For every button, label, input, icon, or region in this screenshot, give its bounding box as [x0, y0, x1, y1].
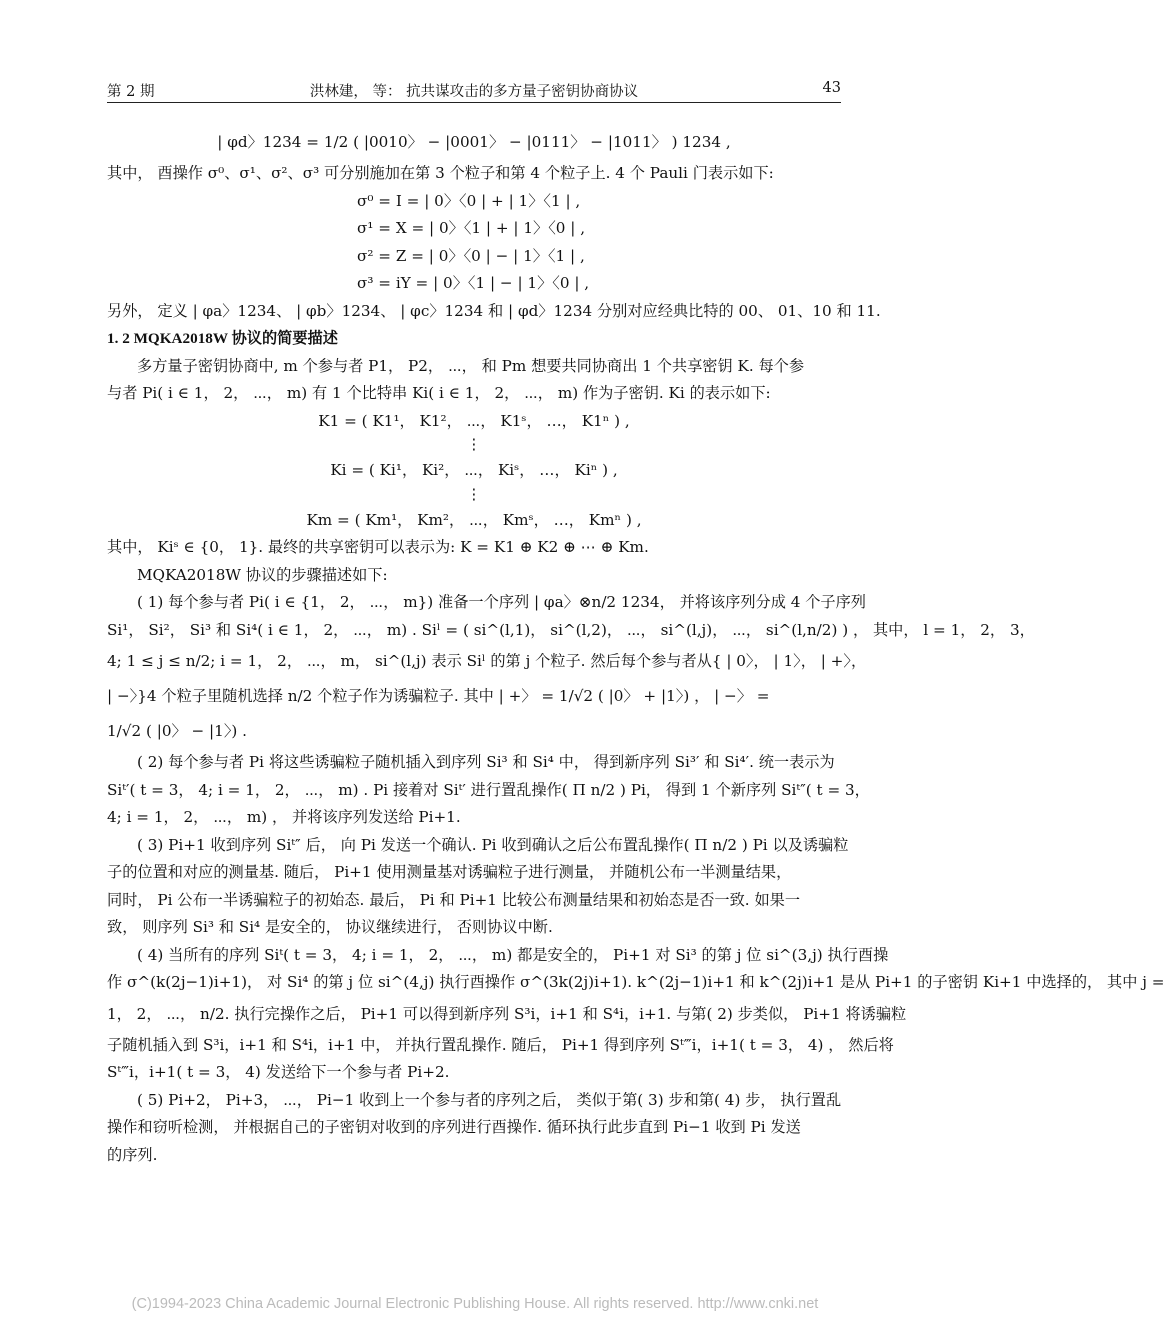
text-line: Siᵗ′( t = 3， 4; i = 1， 2， ⋯， m) . Pi 接着对 Siᵗ′ 进行置乱操作( Π n/2 ) Pi， 得到 1 个新序列 Siᵗ″( t = 3， — [107, 780, 870, 799]
text-line: ( 5) Pi+2， Pi+3， ⋯， Pi−1 收到上一个参与者的序列之后， 类似于第( 3) 步和第( 4) 步， 执行置乱 — [137, 1090, 842, 1109]
text-line: 与者 Pi( i ∈ 1， 2， ⋯， m) 有 1 个比特串 Ki( i ∈ 1， 2， ⋯， m) 作为子密钥. Ki 的表示如下: — [107, 384, 771, 402]
text-line: σ³ = iY = | 0〉〈1 | − | 1〉〈0 | , — [357, 274, 590, 292]
text-line: | −〉}4 个粒子里随机选择 n/2 个粒子作为诱骗粒子. 其中 | +〉 = 1/√2 ( |0〉 + |1〉) ， | −〉 = — [107, 687, 770, 705]
copyright-footer: (C)1994-2023 China Academic Journal Electronic Publishing House. All rights reserved. http://www.cnki.net — [131, 1296, 819, 1312]
text-line: Sᵗ‴i，i+1( t = 3， 4) 发送给下一个参与者 Pi+2. — [107, 1063, 450, 1081]
text-line: ( 4) 当所有的序列 Siᵗ( t = 3， 4; i = 1， 2， ⋯， m) 都是安全的， Pi+1 对 Si³ 的第 j 位 si^(3,j) 执行酉操 — [137, 945, 889, 964]
text-line: 作 σ^(k(2j−1)i+1)， 对 Si⁴ 的第 j 位 si^(4,j) 执行酉操作 σ^(3k(2j)i+1). k^(2j−1)i+1 和 k^(2j)i+1 是从 Pi+1 的子密钥 Ki+1 中选择的， 其中 j = — [107, 973, 1165, 991]
text-line: σ¹ = X = | 0〉〈1 | + | 1〉〈0 | , — [357, 219, 586, 237]
text-line: 其中， 酉操作 σ⁰、σ¹、σ²、σ³ 可分别施加在第 3 个粒子和第 4 个粒子上. 4 个 Pauli 门表示如下: — [107, 164, 774, 182]
text-line: 操作和窃听检测， 并根据自己的子密钥对收到的序列进行酉操作. 循环执行此步直到 Pi−1 收到 Pi 发送 — [107, 1118, 801, 1136]
text-line: 1. 2 MQKA2018W 协议的简要描述 — [107, 330, 338, 347]
text-line: 子的位置和对应的测量基. 随后， Pi+1 使用测量基对诱骗粒子进行测量， 并随机公布一半测量结果， — [107, 863, 792, 881]
text-line: 致， 则序列 Si³ 和 Si⁴ 是安全的， 协议继续进行， 否则协议中断. — [107, 918, 553, 936]
text-line: Ki = ( Ki¹， Ki²， ⋯， Kiˢ， …， Kiⁿ ) , — [330, 461, 618, 479]
body-text — [107, 125, 1165, 1169]
text-line: MQKA2018W 协议的步骤描述如下: — [137, 565, 388, 584]
text-line: 多方量子密钥协商中, m 个参与者 P1， P2， ⋯， 和 Pm 想要共同协商出 1 个共享密钥 K. 每个参 — [137, 356, 805, 375]
text-line: 其中， Kiˢ ∈ {0， 1}. 最终的共享密钥可以表示为: K = K1 ⊕ K2 ⊕ ⋯ ⊕ Km. — [107, 538, 649, 556]
issue-number: 第 2 期 — [107, 84, 155, 100]
text-line: 另外， 定义 | φa〉1234、 | φb〉1234、 | φc〉1234 和 | φd〉1234 分别对应经典比特的 00、 01、10 和 11. — [107, 301, 881, 320]
page-number: 43 — [822, 80, 841, 96]
text-line: ( 1) 每个参与者 Pi( i ∈ {1， 2， ⋯， m}) 准备一个序列 | φa〉⊗n/2 1234， 并将该序列分成 4 个子序列 — [137, 593, 866, 611]
text-line: σ² = Z = | 0〉〈0 | − | 1〉〈1 | , — [357, 246, 585, 265]
running-header — [107, 80, 841, 103]
text-line: ⋮ — [466, 435, 482, 453]
text-line: 1/√2 ( |0〉 − |1〉) . — [107, 722, 247, 740]
text-line: 1， 2， ⋯， n/2. 执行完操作之后， Pi+1 可以得到新序列 S³i，i+1 和 S⁴i，i+1. 与第( 2) 步类似， Pi+1 将诱骗粒 — [107, 1004, 907, 1023]
text-line: σ⁰ = I = | 0〉〈0 | + | 1〉〈1 | , — [357, 191, 581, 210]
text-line: 的序列. — [107, 1145, 158, 1164]
text-line: 4; 1 ≤ j ≤ n/2; i = 1， 2， ⋯， m， si^(l,j) 表示 Siˡ 的第 j 个粒子. 然后每个参与者从{ | 0〉， | 1〉， | +〉， — [107, 652, 867, 670]
text-line: ( 3) Pi+1 收到序列 Siᵗ″ 后， 向 Pi 发送一个确认. Pi 收到确认之后公布置乱操作( Π n/2 ) Pi 以及诱骗粒 — [137, 835, 849, 854]
running-title: 洪林建， 等： 抗共谋攻击的多方量子密钥协商协议 — [309, 84, 639, 100]
text-line: | φd〉1234 = 1/2 ( |0010〉 − |0001〉 − |0111〉 − |1011〉 ) 1234 , — [217, 133, 731, 151]
text-line: ⋮ — [466, 484, 482, 503]
text-line: Si¹， Si²， Si³ 和 Si⁴( i ∈ 1， 2， ⋯， m) . Siˡ = ( si^(l,1)， si^(l,2)， ⋯， si^(l,j)， ⋯， si^(l,n/2) ) ， 其中， l = 1， 2， 3， — [107, 620, 1035, 639]
text-line: K1 = ( K1¹， K1²， ⋯， K1ˢ， …， K1ⁿ ) , — [318, 411, 630, 430]
text-line: 4; i = 1， 2， ⋯， m) ， 并将该序列发送给 Pi+1. — [107, 808, 461, 826]
text-line: 子随机插入到 S³i，i+1 和 S⁴i，i+1 中， 并执行置乱操作. 随后， Pi+1 得到序列 Sᵗ‴i，i+1( t = 3， 4) ， 然后将 — [107, 1035, 894, 1054]
text-line: Km = ( Km¹， Km²， ⋯， Kmˢ， …， Kmⁿ ) , — [306, 510, 642, 529]
text-line: 同时， Pi 公布一半诱骗粒子的初始态. 最后， Pi 和 Pi+1 比较公布测量结果和初始态是否一致. 如果一 — [107, 890, 801, 909]
text-line: ( 2) 每个参与者 Pi 将这些诱骗粒子随机插入到序列 Si³ 和 Si⁴ 中， 得到新序列 Si³′ 和 Si⁴′. 统一表示为 — [137, 753, 835, 771]
